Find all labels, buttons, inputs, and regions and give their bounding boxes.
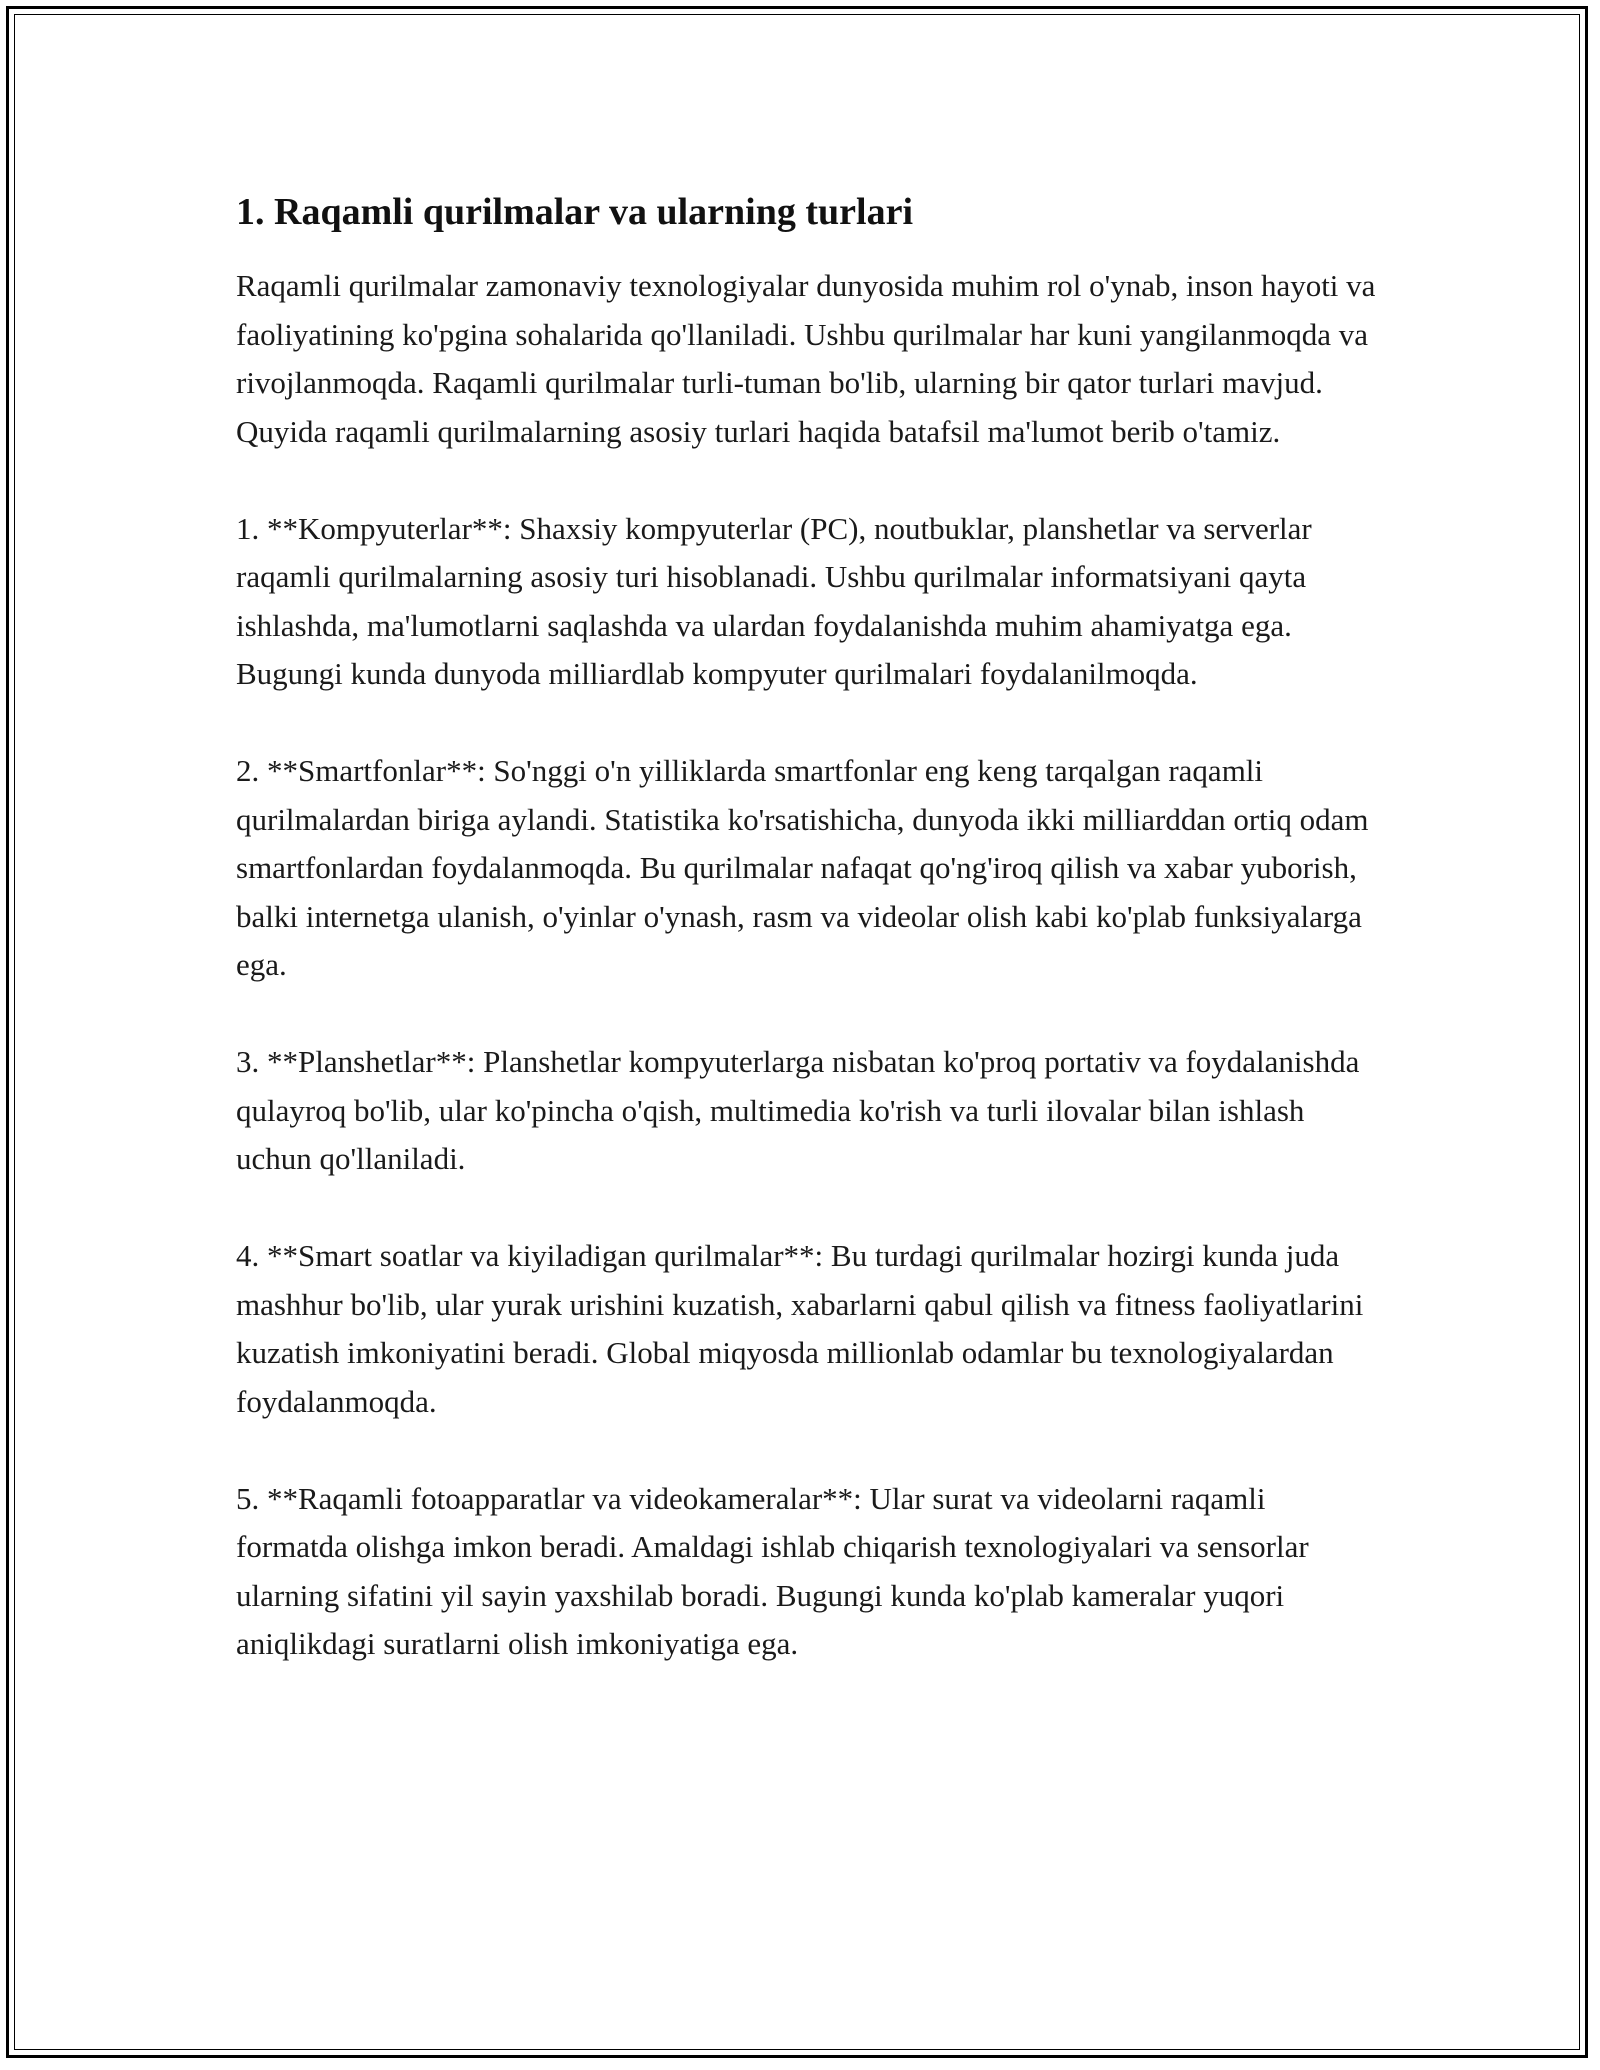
intro-paragraph: Raqamli qurilmalar zamonaviy texnologiyalar dunyosida muhim rol o'ynab, inson hayoti va faoliyatining ko'pgina sohalarida qo'llaniladi. Ushbu qurilmalar har kuni yangilanmoqda va rivojlanmoqda. Raqamli qurilmalar turli-tuman bo'lib, ularning bir qator turlari mavjud. Quyida raqamli qurilmalarning asosiy turlari haqida batafsil ma'lumot berib o'tamiz. (236, 268, 1376, 449)
paragraph-tablets: 3. **Planshetlar**: Planshetlar kompyuterlarga nisbatan ko'proq portativ va foydalanishda qulayroq bo'lib, ular ko'pincha o'qish, multimedia ko'rish va turli ilovalar bilan ishlash uchun qo'llaniladi. (236, 1044, 1360, 1176)
paragraph-smartwatches: 4. **Smart soatlar va kiyiladigan qurilmalar**: Bu turdagi qurilmalar hozirgi kunda juda mashhur bo'lib, ular yurak urishini kuzatish, xabarlarni qabul qilish va fitness faoliyatlarini kuzatish imkoniyatini beradi. Global miqyosda millionlab odamlar bu texnologiyalardan foydalanmoqda. (236, 1238, 1364, 1419)
paragraph-computers: 1. **Kompyuterlar**: Shaxsiy kompyuterlar (PC), noutbuklar, planshetlar va serverlar raqamli qurilmalarning asosiy turi hisoblanadi. Ushbu qurilmalar informatsiyani qayta ishlashda, ma'lumotlarni saqlashda va ulardan foydalanishda muhim ahamiyatga ega. Bugungi kunda dunyoda milliardlab kompyuter qurilmalari foydalanilmoqda. (236, 510, 1312, 691)
paragraph-smartphones: 2. **Smartfonlar**: So'nggi o'n yilliklarda smartfonlar eng keng tarqalgan raqamli qurilmalardan biriga aylandi. Statistika ko'rsatishicha, dunyoda ikki milliarddan ortiq odam smartfonlardan foydalanmoqda. Bu qurilmalar nafaqat qo'ng'iroq qilish va xabar yuborish, balki internetga ulanish, o'yinlar o'ynash, rasm va videolar olish kabi ko'plab funksiyalarga ega. (236, 753, 1369, 982)
document-body (236, 188, 1376, 1717)
document-title: 1. Raqamli qurilmalar va ularning turlari (236, 191, 914, 233)
paragraph-cameras: 5. **Raqamli fotoapparatlar va videokameralar**: Ular surat va videolarni raqamli formatda olishga imkon beradi. Amaldagi ishlab chiqarish texnologiyalari va sensorlar ularning sifatini yil sayin yaxshilab boradi. Bugungi kunda ko'plab kameralar yuqori aniqlikdagi suratlarni olish imkoniyatiga ega. (236, 1480, 1309, 1661)
